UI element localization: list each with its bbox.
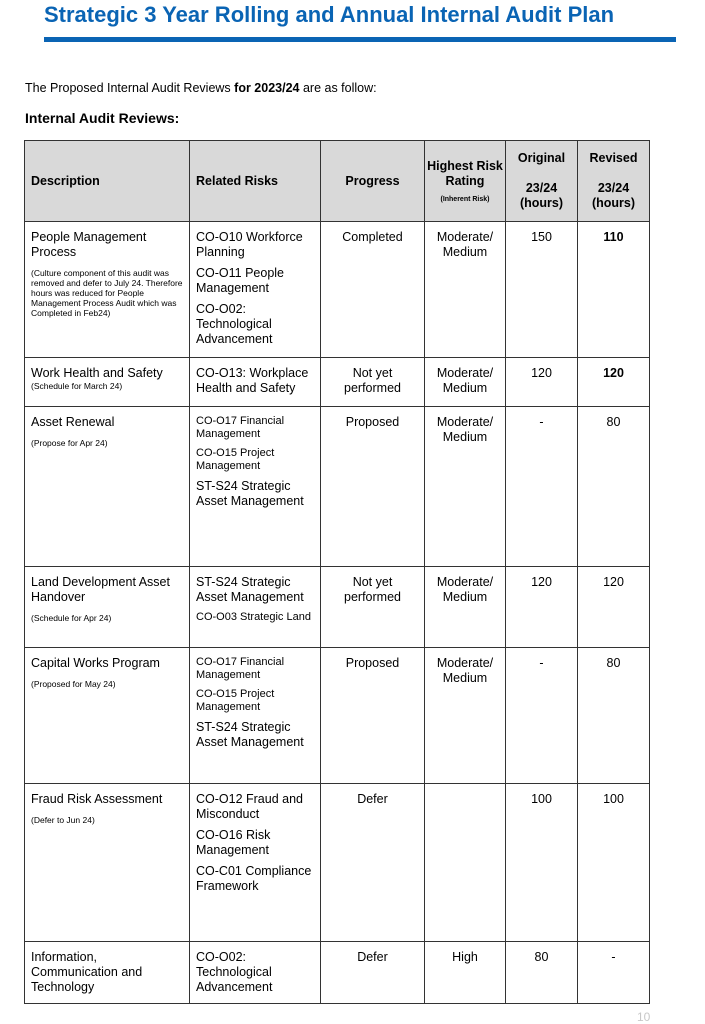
risk-rating-cell: High <box>425 942 506 1004</box>
related-risk-item: CO-O13: Workplace Health and Safety <box>196 366 309 395</box>
progress-cell: Proposed <box>321 648 425 784</box>
header-description: Description <box>25 141 190 222</box>
related-risk-item: ST-S24 Strategic Asset Management <box>196 479 304 508</box>
related-risk-item: CO-O12 Fraud and Misconduct <box>196 792 303 821</box>
revised-hours-cell: - <box>578 942 650 1004</box>
description-cell <box>25 784 190 942</box>
related-risk-item: CO-O15 Project Management <box>196 688 275 713</box>
intro-paragraph <box>25 80 377 96</box>
description-title: Fraud Risk Assessment <box>31 792 163 806</box>
progress-cell: Proposed <box>321 407 425 567</box>
progress-cell: Defer <box>321 942 425 1004</box>
page-number: 10 <box>637 1010 651 1024</box>
original-hours-cell: 80 <box>506 942 578 1004</box>
description-cell <box>25 567 190 648</box>
related-risk-item: ST-S24 Strategic Asset Management <box>196 575 304 604</box>
description-title: Capital Works Program <box>31 656 160 670</box>
table-header-row <box>25 141 650 222</box>
description-cell <box>25 358 190 407</box>
header-original-period: 23/24 (hours) <box>519 181 564 210</box>
header-progress: Progress <box>321 141 425 222</box>
related-risks-cell <box>190 942 321 1004</box>
related-risk-item: CO-O10 Workforce Planning <box>196 230 303 259</box>
related-risk-item: CO-O02: Technological Advancement <box>196 302 273 346</box>
revised-hours-cell: 120 <box>578 358 650 407</box>
related-risk-item: CO-O03 Strategic Land <box>196 611 311 623</box>
related-risk-item: ST-S24 Strategic Asset Management <box>196 720 304 749</box>
table-body <box>25 222 650 1004</box>
description-cell <box>25 407 190 567</box>
description-title: Asset Renewal <box>31 415 115 429</box>
page-title: Strategic 3 Year Rolling and Annual Internal Audit Plan <box>44 2 615 27</box>
revised-hours-cell: 120 <box>578 567 650 648</box>
intro-suffix: are as follow: <box>299 81 377 95</box>
progress-cell: Defer <box>321 784 425 942</box>
description-note: (Schedule for March 24) <box>31 381 123 391</box>
description-note: (Defer to Jun 24) <box>31 815 95 825</box>
original-hours-cell: 120 <box>506 358 578 407</box>
related-risk-item: CO-O11 People Management <box>196 266 285 295</box>
original-hours-cell: - <box>506 648 578 784</box>
header-highest-risk <box>425 141 506 222</box>
description-title: Information, Communication and Technology <box>31 950 143 994</box>
related-risks-cell <box>190 784 321 942</box>
related-risks-cell <box>190 407 321 567</box>
related-risk-item: CO-O17 Financial Management <box>196 656 285 681</box>
table-row <box>25 358 650 407</box>
header-related-risks: Related Risks <box>190 141 321 222</box>
table-row <box>25 784 650 942</box>
description-title: Land Development Asset Handover <box>31 575 170 604</box>
table-row <box>25 942 650 1004</box>
progress-cell: Not yet performed <box>321 358 425 407</box>
header-original-label: Original <box>517 151 566 165</box>
description-note: (Schedule for Apr 24) <box>31 613 112 623</box>
header-highest-risk-note: (Inherent Risk) <box>440 195 490 203</box>
original-hours-cell: 120 <box>506 567 578 648</box>
related-risk-item: CO-O15 Project Management <box>196 447 275 472</box>
description-note: (Proposed for May 24) <box>31 679 116 689</box>
related-risk-item: CO-O16 Risk Management <box>196 828 271 857</box>
original-hours-cell: - <box>506 407 578 567</box>
section-heading: Internal Audit Reviews: <box>25 110 180 126</box>
table-row <box>25 648 650 784</box>
revised-hours-cell: 100 <box>578 784 650 942</box>
risk-rating-cell: Moderate/ Medium <box>425 358 506 407</box>
progress-cell: Not yet performed <box>321 567 425 648</box>
description-cell <box>25 942 190 1004</box>
description-cell <box>25 648 190 784</box>
table-row <box>25 407 650 567</box>
description-title: People Management Process <box>31 230 147 259</box>
table-row <box>25 222 650 358</box>
description-note: (Propose for Apr 24) <box>31 438 108 448</box>
related-risks-cell <box>190 648 321 784</box>
header-highest-risk-label: Highest Risk Rating <box>427 158 503 188</box>
original-hours-cell: 100 <box>506 784 578 942</box>
progress-cell: Completed <box>321 222 425 358</box>
header-revised-period: 23/24 (hours) <box>591 181 636 210</box>
header-revised-label: Revised <box>589 151 638 165</box>
revised-hours-cell: 80 <box>578 407 650 567</box>
revised-hours-cell: 80 <box>578 648 650 784</box>
intro-prefix: The Proposed Internal Audit Reviews <box>25 81 235 95</box>
title-underline <box>44 37 676 42</box>
risk-rating-cell: Moderate/ Medium <box>425 407 506 567</box>
intro-bold: for 2023/24 <box>234 81 300 95</box>
description-title: Work Health and Safety <box>31 366 163 380</box>
description-cell <box>25 222 190 358</box>
header-revised <box>578 141 650 222</box>
related-risks-cell <box>190 358 321 407</box>
audit-reviews-table <box>24 140 650 1004</box>
risk-rating-cell: Moderate/ Medium <box>425 648 506 784</box>
risk-rating-cell <box>425 784 506 942</box>
related-risk-item: CO-O02: Technological Advancement <box>196 950 273 994</box>
related-risk-item: CO-O17 Financial Management <box>196 415 285 440</box>
table-row <box>25 567 650 648</box>
related-risks-cell <box>190 222 321 358</box>
header-original <box>506 141 578 222</box>
related-risk-item: CO-C01 Compliance Framework <box>196 864 312 893</box>
revised-hours-cell: 110 <box>578 222 650 358</box>
risk-rating-cell: Moderate/ Medium <box>425 222 506 358</box>
description-note: (Culture component of this audit was removed and defer to July 24. Therefore hours was reduced for People Management Process Audit which was Completed in Feb24) <box>31 268 183 318</box>
original-hours-cell: 150 <box>506 222 578 358</box>
related-risks-cell <box>190 567 321 648</box>
risk-rating-cell: Moderate/ Medium <box>425 567 506 648</box>
